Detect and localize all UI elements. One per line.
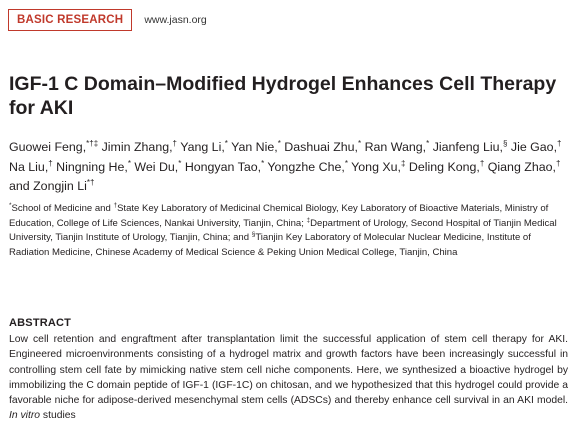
author-name: and Zongjin Li (9, 179, 87, 193)
author-affiliation-marker: *†‡ (86, 139, 99, 148)
author (9, 179, 94, 193)
author-name: Yan Nie, (231, 140, 278, 154)
affiliation-text: Department of Urology, Second Hospital of Tianjin Medical University, Tianjin Institute of Urology, Tianjin, China; and (9, 217, 557, 244)
author-name: Wei Du, (134, 159, 179, 174)
author-affiliation-marker: § (502, 139, 508, 148)
author-affiliation-marker: ‡ (401, 158, 406, 168)
author-name: Hongyan Tao, (184, 159, 262, 174)
affiliations (9, 202, 569, 260)
author-list (9, 138, 569, 197)
author (511, 140, 562, 154)
affiliation-marker: ‡ (306, 216, 311, 224)
author-name: Qiang Zhao, (487, 159, 556, 174)
author-name: Na Liu, (9, 159, 49, 174)
author (185, 160, 264, 174)
abstract-italic-text: In vitro (9, 410, 41, 422)
affiliation-marker: § (251, 231, 256, 239)
author (488, 160, 561, 174)
author (267, 160, 348, 174)
author (9, 140, 98, 154)
abstract-heading: ABSTRACT (9, 317, 72, 329)
author-affiliation-marker: † (557, 139, 562, 148)
author-affiliation-marker: * (358, 139, 362, 148)
author (409, 160, 484, 174)
author-name: Yang Li, (180, 140, 225, 154)
author-affiliation-marker: *† (86, 178, 95, 187)
author-name: Guowei Feng, (9, 140, 87, 154)
author-name: Yong Xu, (351, 159, 401, 174)
author-affiliation-marker: * (224, 139, 228, 148)
author-name: Ningning He, (56, 159, 128, 174)
affiliation-text: State Key Laboratory of Medicinal Chemical Biology, Key Laboratory of Bioactive Materials, Ministry of Education, College of Life Sciences, Nankai University, Tianjin, China; (9, 203, 549, 229)
journal-url[interactable]: www.jasn.org (144, 14, 207, 26)
author-affiliation-marker: * (344, 158, 348, 168)
author (351, 160, 405, 174)
author (231, 140, 281, 154)
affiliation-marker: † (113, 202, 118, 209)
author-name: Dashuai Zhu, (284, 140, 358, 154)
abstract-main-text: Low cell retention and engraftment after transplantation limit the successful application of stem cell therapy for AKI. Engineered microenvironments consisting of a hydrogel matrix and growth factors have been increasingly successful in controlling stem cell fate by mimicking native stem cell niche components. Here, we synthesized a bioactive hydrogel by immobilizing the C domain peptide of IGF-1 (IGF-1C) on chitosan, and we hypothesized that this hydrogel could provide a favorable niche for adipose-derived mesenchymal stem cells (ADSCs) and thereby enhance cell survival in an AKI model. (9, 334, 568, 407)
affiliation-text: Tianjin Key Laboratory of Molecular Nuclear Medicine, Institute of Radiation Medicine, Chinese Academy of Medical Science & Peking Union Medical College, Tianjin, China (9, 232, 531, 258)
author (9, 160, 53, 174)
author-affiliation-marker: † (555, 158, 561, 168)
author (134, 160, 181, 174)
section-badge: BASIC RESEARCH (8, 9, 132, 31)
article-header (8, 9, 207, 31)
author-affiliation-marker: * (277, 139, 281, 148)
author-affiliation-marker: * (261, 158, 265, 168)
abstract-tail-text: studies (40, 410, 76, 422)
affiliation-marker: * (9, 202, 12, 209)
author (102, 140, 177, 154)
author-affiliation-marker: † (479, 158, 485, 168)
author-name: Ran Wang, (364, 140, 427, 154)
author (365, 140, 430, 154)
author (284, 140, 361, 154)
author-affiliation-marker: * (426, 139, 430, 148)
author-affiliation-marker: * (127, 158, 131, 168)
author-name: Jimin Zhang, (101, 140, 173, 154)
author-affiliation-marker: † (172, 139, 177, 148)
author-name: Yongzhe Che, (267, 159, 345, 174)
author (180, 140, 228, 154)
abstract-text (9, 332, 568, 424)
author-name: Jianfeng Liu, (432, 140, 503, 154)
article-title: IGF-1 C Domain–Modified Hydrogel Enhances Cell Therapy for AKI (9, 73, 557, 119)
author (56, 160, 131, 174)
author (433, 140, 508, 154)
author-name: Deling Kong, (408, 159, 480, 174)
author-name: Jie Gao, (510, 140, 558, 154)
author-affiliation-marker: * (178, 158, 182, 168)
author-affiliation-marker: † (48, 158, 53, 168)
affiliation-text: School of Medicine and (11, 203, 114, 214)
